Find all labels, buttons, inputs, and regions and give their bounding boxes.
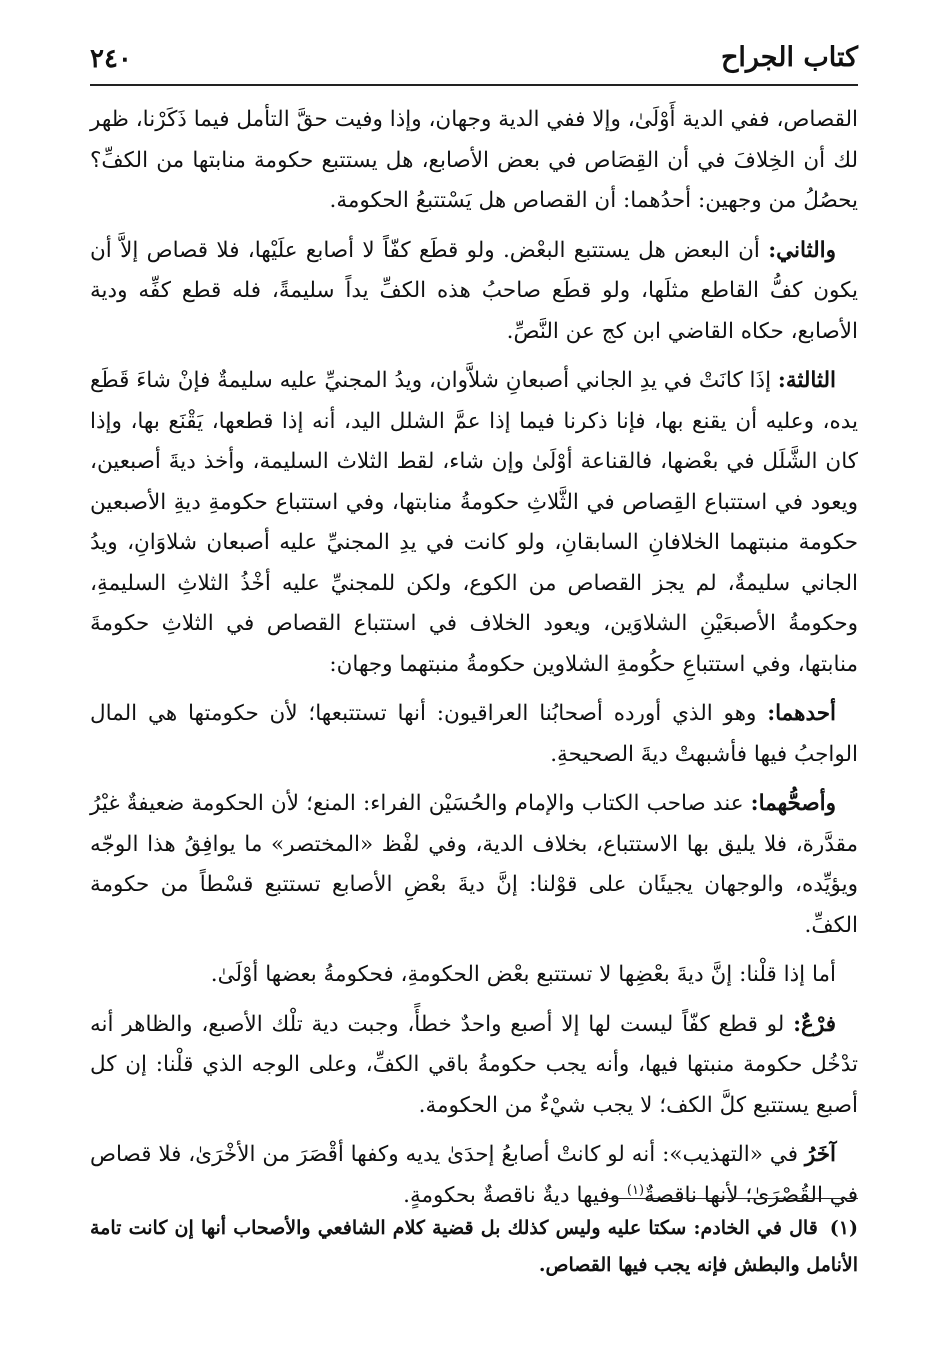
paragraph-text: عند صاحب الكتاب والإمام والحُسَيْن الفراء: المنع؛ لأن الحكومة ضعيفةٌ غيْرُ مقدَّرة، فلا يليق بها الاستتباع، بخلاف الدية، وفي لفْظ «المختصر» ما يوافِقُ هذا الوجّه ويؤيِّده، والوجهان يجيئَان على قوْلنا: إنَّ ديةَ بعْضِ الأصابع تستتبع قسْطاً من حكومة الكفِّ.: [90, 791, 858, 938]
footnote-number: (١): [829, 1217, 858, 1239]
paragraph-sounder-opinion: [90, 784, 858, 946]
paragraph-another: [90, 1135, 858, 1216]
paragraph-text: وهو الذي أورده أصحابُنا العراقيون: أنها تستتبعها؛ لأن حكومتها هي المال الواجبُ فيها فأشبهتْ ديةَ الصحيحةِ.: [90, 701, 858, 767]
paragraph-lead: آخَرُ: [804, 1142, 836, 1167]
paragraph-text: في «التهذيب»: أنه لو كانتْ أصابعُ إحدَىٰ يديه وكفها أقْصَرَ من الأخْرَىٰ، فلا قصاص في القُصْرَىٰ؛ لأنها ناقصةٌ: [90, 1142, 858, 1208]
main-text: [90, 100, 858, 1225]
paragraph-text: إذَا كانَتْ في يدِ الجاني أصبعانِ شلاَّوان، ويدُ المجنيِّ عليه سليمةٌ فإنْ شاءَ قَطَع يده، وعليه أن يقنع بها، فإنا ذكرنا فيما إذا عمَّ الشلل اليد، أنه إذا قطعها، يَقْنَع بها، وإذا كان الشَّلَل في بعْضها، فالقناعة أوْلَىٰ وإن شاء، لقط الثلاث السليمة، وأخذ ديةَ أصبعين، ويعود في استتباع القِصاص في الثَّلاثِ حكومةُ منابتها، وفي استتباع حكومةِ ديةِ الأصبعين حكومة منبتهما الخلافانِ السابقانِ، ولو كانت في يدِ المجنيِّ عليه أصبعان شلاوَانِ، ويدُ الجاني سليمةٌ، لم يجز القصاص من الكوع، ولكن للمجنيِّ عليه أخْذُ الثلاثِ السليمةِ، وحكومةُ الأصبعَيْنِ الشلاوَين، ويعود الخلاف في استتباع القصاص في الثلاثِ حكومةَ منابتها، وفي استتباعِ حكُومةِ الشلاوين حكومةُ منبتهما وجهان:: [90, 368, 858, 677]
paragraph-third: [90, 361, 858, 685]
paragraph-remark: [90, 955, 858, 996]
paragraph-lead: أحدهما:: [767, 701, 836, 726]
paragraph-text-after: وفيها ديةٌ ناقصةٌ بحكومةٍ.: [403, 1182, 627, 1208]
paragraph-continuation: [90, 100, 858, 222]
paragraph-lead: الثالثة:: [777, 368, 836, 393]
paragraph-branch: [90, 1005, 858, 1127]
paragraph-lead: والثاني:: [768, 237, 836, 263]
paragraph-first-opinion: [90, 694, 858, 775]
paragraph-text: القصاص، ففي الدية أَوْلَىٰ، وإلا ففي الدية وجهان، وإذا وفيت حقَّ التأمل فيما ذَكَرْنا، ظهر لك أن الخِلافَ في أن القِصَاص في بعض الأصابع، هل يستتبع حكومة منابتها من الكفِّ؟ يحصُلُ من وجهين: أحدُهما: أن القصاص هل يَسْتتبعُ الحكومة.: [90, 107, 858, 213]
footnote-marker: (١): [626, 1182, 645, 1198]
page-header: [90, 30, 858, 86]
page-number: ٢٤٠: [90, 44, 132, 74]
footnote: [90, 1210, 858, 1284]
running-title: كتاب الجراح: [720, 42, 858, 73]
paragraph-second: [90, 231, 858, 353]
paragraph-text: أما إذا قلْنا: إنَّ ديةَ بعْضِها لا تستتبع بعْض الحكومةِ، فحكومةُ بعضها أوْلَىٰ.: [210, 962, 836, 987]
paragraph-lead: فرْعٌ:: [793, 1011, 836, 1037]
paragraph-text: لو قطع كفّاً ليست لها إلا أصبع واحدٌ خطأً، وجبت دية تلْك الأصبع، والظاهر أنه تدْخُل حكومة منبتها فيها، وأنه يجب حكومةُ باقي الكفِّ، وعلى الوجه الذي قلْنا: إن كل أصبع يستتبع كلَّ الكف؛ لا يجب شيْءٌ من الحكومة.: [90, 1011, 858, 1118]
footnote-divider: [608, 1198, 858, 1199]
paragraph-lead: وأصحُّهما:: [750, 791, 836, 816]
paragraph-text: أن البعض هل يستتبع البعْض. ولو قطَع كفّاً لا أصابع علَيْها، فلا قصاص إلاَّ أن يكون كفُّ القاطع مثلَها، ولو قطَع صاحبُ هذه الكفِّ يداً سليمةً، فله قطع كفِّه ودية الأصابع، حكاه القاضي ابن كج عن النَّصِّ.: [90, 237, 858, 344]
footnote-text: قال في الخادم: سكتا عليه وليس كذلك بل قضية كلام الشافعي والأصحاب أنها إن كانت تامة الأنامل والبطش فإنه يجب فيها القصاص.: [90, 1217, 858, 1276]
